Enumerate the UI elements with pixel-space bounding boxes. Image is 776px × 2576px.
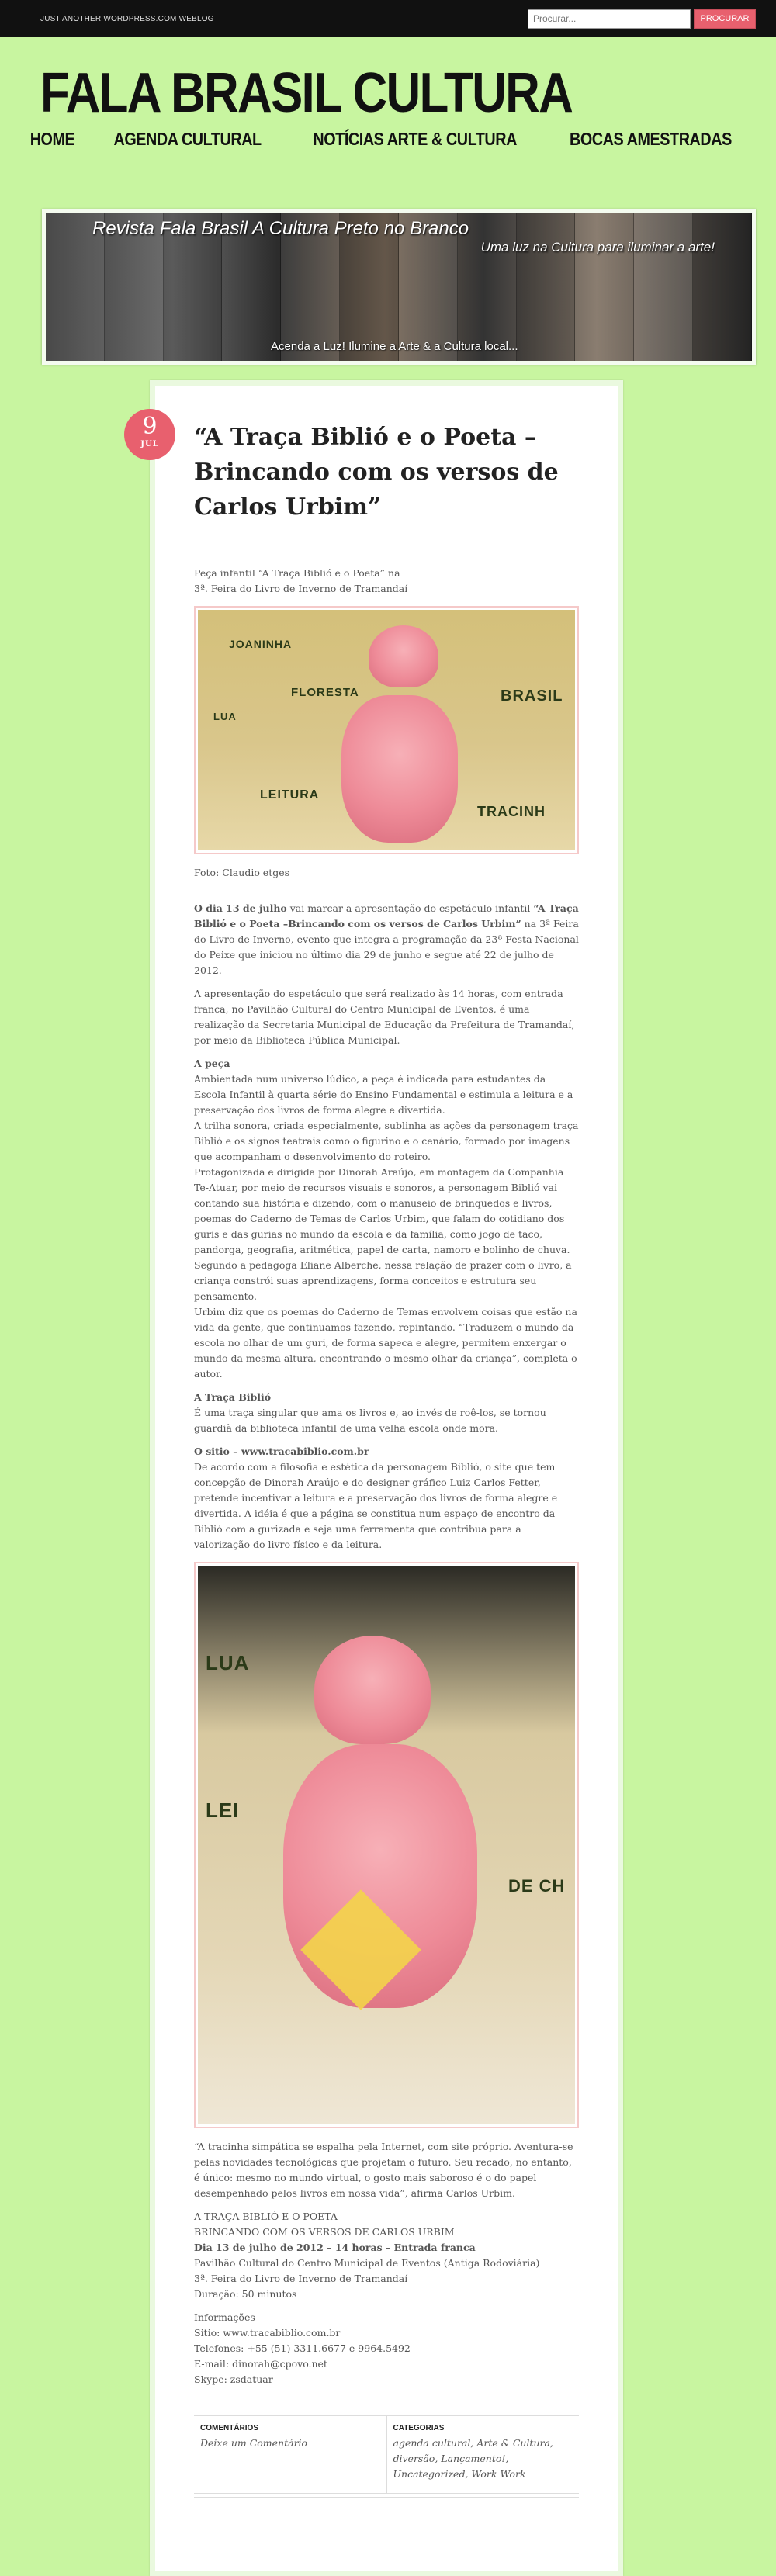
nav-bocas-amestradas[interactable]: BOCAS AMESTRADAS xyxy=(570,129,732,149)
masthead xyxy=(0,37,776,169)
search-input[interactable] xyxy=(528,9,691,29)
event-place: Duração: 50 minutos xyxy=(194,2288,297,2300)
costume-body xyxy=(341,695,458,843)
site-tagline: JUST ANOTHER WORDPRESS.COM WEBLOG xyxy=(40,14,214,23)
sitio-paragraph: De acordo com a filosofia e estética da personagem Biblió, o site que tem concepção de Dinorah Araújo e do designer gráfico Luiz Carlos Fetter, pretende incentivar a leitura e a preservação dos livros de forma alegre e divertida. A idéia é que a página se constitua num espaço de encontro da Biblió com a gurizada e seja uma ferramenta que contribua para a valorização do livro físico e da leitura. xyxy=(194,1461,558,1550)
info-line: Skype: zsdatuar xyxy=(194,2373,273,2385)
photo-sign: LEI xyxy=(206,1799,240,1822)
photo-sign: JOANINHA xyxy=(229,638,293,650)
event-line: A TRAÇA BIBLIÓ E O POETA xyxy=(194,2211,338,2222)
paragraph-2: A apresentação do espetáculo que será realizado às 14 horas, com entrada franca, no Pavilhão Cultural do Centro Municipal de Eventos, é uma realização da Secretaria Municipal de Educação da Prefeitura de Tramandaí, por meio da Biblioteca Pública Municipal. xyxy=(194,988,575,1046)
peca-paragraph: A trilha sonora, criada especialmente, sublinha as ações da personagem traça Biblió e os signos teatrais como o figurino e o cenário, formado por imagens que acompanham o desenvolvimento do roteiro. xyxy=(194,1120,579,1162)
search-button[interactable]: PROCURAR xyxy=(694,9,756,29)
intro-line-1: Peça infantil “A Traça Biblió e o Poeta” na xyxy=(194,567,400,579)
categories-links[interactable]: agenda cultural, Arte & Cultura, diversão, Lançamento!, Uncategorized, Work Work xyxy=(393,2437,553,2480)
photo-traca-biblio-2[interactable] xyxy=(194,1562,579,2128)
photo-sign: DE CH xyxy=(508,1876,566,1896)
post-title[interactable]: “A Traça Biblió e o Poeta – Brincando com os versos de Carlos Urbim” xyxy=(194,420,579,542)
nav-home[interactable]: HOME xyxy=(29,129,74,149)
photo-credit: Foto: Claudio etges xyxy=(194,867,290,878)
date-badge xyxy=(124,409,175,460)
section-title-peca: A peça xyxy=(194,1058,230,1069)
banner-title: Revista Fala Brasil A Cultura Preto no Branco xyxy=(92,218,469,239)
section-title-sitio: O sitio – www.tracabiblio.com.br xyxy=(194,1446,369,1457)
site-title[interactable]: FALA BRASIL CULTURA xyxy=(40,62,573,124)
post-meta xyxy=(194,2415,579,2494)
costume-head xyxy=(369,625,438,687)
intro-line-2: 3ª. Feira do Livro de Inverno de Tramandaí xyxy=(194,583,408,594)
date-month: JUL xyxy=(140,440,159,448)
info-line: E-mail: dinorah@cpovo.net xyxy=(194,2358,327,2370)
info-line: Telefones: +55 (51) 3311.6677 e 9964.5492 xyxy=(194,2342,411,2354)
paragraph-1: O dia 13 de julho vai marcar a apresentação do espetáculo infantil “A Traça Biblió e o Poeta –Brincando com os versos de Carlos Urbim” na 3ª Feira do Livro de Inverno, evento que integra a programação da 23ª Festa Nacional do Peixe que iniciou no último dia 29 de junho e segue até 22 de julho de 2012. xyxy=(194,902,579,976)
peca-paragraph: Urbim diz que os poemas do Caderno de Temas envolvem coisas que estão na vida da gente, que continuamos fazendo, repintando. “Traduzem o mundo da escola no olhar de um guri, de forma sapeca e alegre, permitem enxergar o mundo da mesma altura, encontrando o mesmo olhar da criança”, completa o autor. xyxy=(194,1306,577,1380)
header-banner xyxy=(42,209,756,365)
event-date: Dia 13 de julho de 2012 – 14 horas – Entrada franca xyxy=(194,2242,476,2253)
nav-agenda-cultural[interactable]: AGENDA CULTURAL xyxy=(113,129,262,149)
divider xyxy=(194,2497,579,2498)
nav-noticias[interactable]: NOTÍCIAS ARTE & CULTURA xyxy=(313,129,517,149)
traca-paragraph: É uma traça singular que ama os livros e, ao invés de roê-los, se tornou guardiã da biblioteca infantil de uma velha escola onde mora. xyxy=(194,1407,546,1434)
quote-paragraph: “A tracinha simpática se espalha pela Internet, com site próprio. Aventura-se pelas novidades tecnológicas que projetam o futuro. Seu recado, no entanto, é único: mesmo no mundo virtual, o gosto mais saboroso é o do papel desempenhado pelos livros em nossa vida”, afirma Carlos Urbim. xyxy=(194,2141,573,2199)
top-bar xyxy=(0,0,776,37)
event-place: 3ª. Feira do Livro de Inverno de Tramandaí xyxy=(194,2273,408,2284)
peca-paragraph: Ambientada num universo lúdico, a peça é indicada para estudantes da Escola Infantil à quarta série do Ensino Fundamental e estimula a leitura e a preservação dos livros de forma alegre e divertida. xyxy=(194,1073,573,1116)
costume-head xyxy=(314,1636,431,1744)
photo-traca-biblio-1[interactable] xyxy=(194,606,579,854)
post xyxy=(140,380,623,2576)
categories-heading: CATEGORIAS xyxy=(393,2424,445,2432)
categories-meta xyxy=(386,2416,580,2493)
peca-paragraph: Segundo a pedagoga Eliane Alberche, nessa relação de prazer com o livro, a criança constrói suas aprendizagens, forma conceitos e estrutura seu pensamento. xyxy=(194,1259,572,1302)
photo-sign: LEITURA xyxy=(260,788,320,802)
banner-footer: Acenda a Luz! Ilumine a Arte & a Cultura local... xyxy=(271,340,518,353)
photo-sign: LUA xyxy=(213,711,237,722)
photo-sign: BRASIL xyxy=(501,687,563,705)
comments-heading: COMENTÁRIOS xyxy=(200,2424,258,2432)
info-line: Sitio: www.tracabiblio.com.br xyxy=(194,2327,341,2339)
comments-meta xyxy=(194,2416,386,2493)
leave-comment-link[interactable]: Deixe um Comentário xyxy=(200,2437,308,2449)
date-day: 9 xyxy=(142,413,158,440)
search-form xyxy=(528,9,756,29)
photo-sign: TRACINH xyxy=(477,804,546,819)
event-place: Pavilhão Cultural do Centro Municipal de Eventos (Antiga Rodoviária) xyxy=(194,2257,540,2269)
photo-sign: FLORESTA xyxy=(291,686,359,699)
section-title-traca: A Traça Biblió xyxy=(194,1391,272,1403)
banner-subtitle: Uma luz na Cultura para iluminar a arte! xyxy=(480,240,715,254)
event-line: BRINCANDO COM OS VERSOS DE CARLOS URBIM xyxy=(194,2226,455,2238)
main-nav xyxy=(26,129,745,150)
photo-sign: LUA xyxy=(206,1651,250,1674)
peca-paragraph: Protagonizada e dirigida por Dinorah Araújo, em montagem da Companhia Te-Atuar, por meio de recursos visuais e sonoros, a personagem Biblió vai contando sua história e dizendo, com o manuseio de brinquedos e livros, poemas do Caderno de Temas de Carlos Urbim, que falam do cotidiano dos guris e das gurias no mundo da escola e da família, como jogo de taco, pandorga, geografia, aritmética, papel de carta, namoro e bolinho de chuva. xyxy=(194,1166,570,1255)
info-line: Informações xyxy=(194,2311,255,2323)
